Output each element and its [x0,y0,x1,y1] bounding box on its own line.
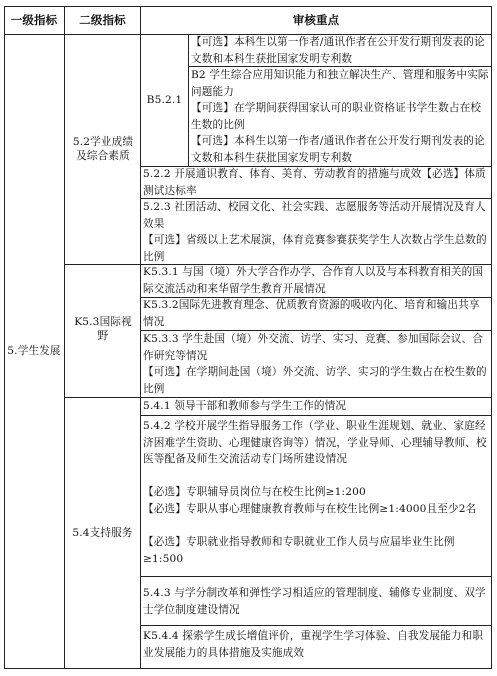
item-5-2-2: 5.2.2 开展通识教育、体育、美育、劳动教育的措施与成效【必选】体质测试达标率 [143,168,486,197]
item-5-4-3: 5.4.3 与学分制改革和弹性学习相适应的管理制度、辅修专业制度、双学士学位制度建设情况 [143,587,486,616]
b5-2-1-item-3: 【可选】在学期间获得国家认可的职业资格证书学生数占在校生数的比例 [191,102,482,131]
b521-sep [188,34,189,166]
item-k5-3-1: K5.3.1 与国（境）外大学合作办学、合作育人以及与本科教育相关的国际交流活动和来华留学生教育开展情况 [143,266,484,295]
item-k5-4-4: K5.4.4 探索学生成长增值评价，重视学生学习体验、自我发展能力和职业发展能力的具体措施及实施成效 [143,630,484,659]
b5-2-1-label: B5.2.1 [146,93,183,106]
item-5-4-2: 5.4.2 学校开展学生指导服务工作（学业、职业生涯规划、就业、家庭经济困难学生资助、心理健康咨询等）情况，学业导师、心理辅导教师、校医等配备及师生交流活动专门场所建设情况 [143,420,487,465]
header-level2: 二级指标 [79,12,126,27]
item-5-4-2-employment-ratio: 【必选】专职就业指导教师和专职就业工作人员与应届毕业生比例≥1:500 [143,536,455,565]
item-k5-3-3: K5.3.3 学生赴国（境）外交流、访学、实习、竞赛、参加国际会议、合作研究等情况 [143,333,484,362]
section-5-2-label: 5.2学业成绩及综合素质 [72,136,134,162]
header-level1: 一级指标 [10,12,58,27]
rule-5-4-3 [140,576,492,577]
level1-student-development: 5.学生发展 [7,345,61,358]
item-5-2-3-optional: 【可选】省级以上艺术展演，体育竞赛参赛获奖学生人次数占学生总数的比例 [143,234,487,263]
section-5-4-label: 5.4支持服务 [72,526,133,539]
b5-2-1-item-1: 【可选】本科生以第一作者/通讯作者在公开发行期刊发表的论文数和本科生获批国家发明专利数 [191,36,485,65]
b5-2-1-item-2: B2 学生综合应用知识能力和独立解决生产、管理和服务中实际问题能力 [191,69,489,98]
item-5-4-2-counselor-ratio: 【必选】专职辅导员岗位与在校生比例≥1:200 [143,486,366,498]
item-k5-3-2: K5.3.2国际先进教育理念、优质教育资源的吸收内化、培育和输出共享情况 [143,299,480,328]
item-k5-3-3-optional: 【可选】在学期间赴国（境）外交流、访学、实习的学生数占在校生数的比例 [143,366,487,395]
header-review-focus: 审核重点 [292,12,340,27]
item-5-4-1: 5.4.1 领导干部和教师参与学生工作的情况 [143,400,347,412]
table-border-right [491,6,492,669]
item-5-4-2-psych-ratio: 【必选】专职从事心理健康教育教师与在校生比例≥1:4000且至少2名 [143,503,477,515]
item-5-2-3: 5.2.3 社团活动、校园文化、社会实践、志愿服务等活动开展情况及育人效果 [143,201,486,230]
rule-5-4-2 [140,415,492,416]
section-k5-3-label: K5.3国际视野 [74,316,132,342]
rule-k5-4-4 [140,625,492,626]
b5-2-1-item-4: 【可选】本科生以第一作者/通讯作者在公开发行期刊发表的论文数和本科生获批国家发明专利数 [191,135,485,164]
table-border-bottom [4,668,492,669]
